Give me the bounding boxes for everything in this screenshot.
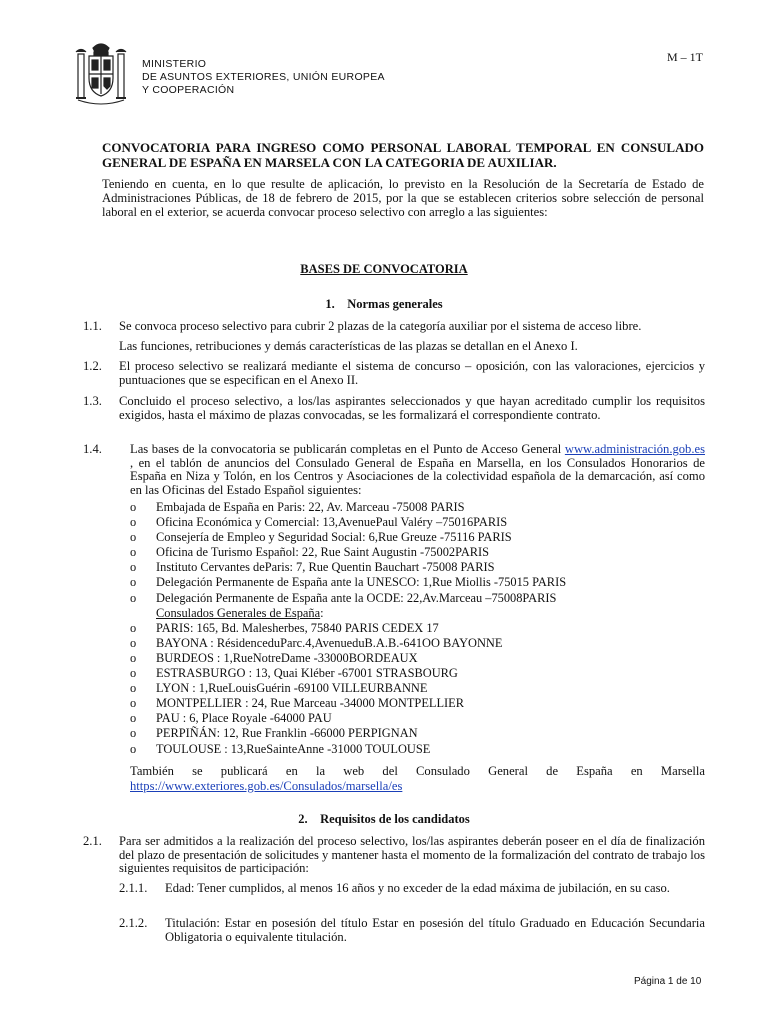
consulate-web-link[interactable]: https://www.exteriores.gob.es/Consulados/marsella/es <box>130 779 403 793</box>
ministry-line-1: MINISTERIO <box>142 58 207 70</box>
list-item: o PARIS: 165, Bd. Malesherbes, 75840 PARIS CEDEX 17 <box>130 620 439 635</box>
administracion-link[interactable]: www.administración.gob.es <box>564 442 705 456</box>
item-number: 1.4. <box>83 442 102 456</box>
bullet-icon: o <box>130 560 137 575</box>
bullet-icon: o <box>130 681 137 696</box>
section-2-heading: 2. Requisitos de los candidatos <box>298 812 470 826</box>
item-text: Concluido el proceso selectivo, a los/las aspirantes seleccionados y que hayan acreditado cumplir los requisitos exigidos, hasta el máximo de plazas convocadas, se les formalizará el correspondiente contrato. <box>119 394 705 422</box>
list-item: o Delegación Permanente de España ante la OCDE: 22,Av.Marceau –75008PARIS <box>130 590 557 605</box>
item-text: Las funciones, retribuciones y demás características de las plazas se detallan en el Anexo I. <box>119 339 578 353</box>
item-text-after-link: , en el tablón de anuncios del Consulado General de España en Marsella, en los Consulados Honorarios de España en Niza y Tolón, en los Centros y Asociaciones de la colectividad española de la demarcación, así como en las Oficinas del Estado Español siguientes: <box>130 455 705 497</box>
bullet-icon: o <box>130 650 137 665</box>
list-item: o LYON : 1,RueLouisGuérin -69100 VILLEURBANNE <box>130 681 428 696</box>
bullet-icon: o <box>130 545 137 560</box>
item-number: 1.1. <box>83 319 102 333</box>
item-text: Se convoca proceso selectivo para cubrir 2 plazas de la categoría auxiliar por el sistema de acceso libre. <box>119 319 642 333</box>
ministry-line-2: DE ASUNTOS EXTERIORES, UNIÓN EUROPEA <box>142 71 385 83</box>
item-number: 2.1. <box>83 834 102 848</box>
bullet-icon: o <box>130 726 137 741</box>
item-number: 1.3. <box>83 394 102 408</box>
bullet-icon: o <box>130 590 137 605</box>
list-item: o ESTRASBURGO : 13, Quai Kléber -67001 STRASBOURG <box>130 666 458 681</box>
item-number: 2.1.1. <box>119 881 148 895</box>
ministry-line-3: Y COOPERACIÓN <box>142 84 235 96</box>
list-item: o Embajada de España en Paris: 22, Av. Marceau -75008 PARIS <box>130 500 465 514</box>
item-number: 1.2. <box>83 359 102 373</box>
list-item: o PERPIÑÁN: 12, Rue Franklin -66000 PERPIGNAN <box>130 726 418 741</box>
bases-heading: BASES DE CONVOCATORIA <box>300 262 468 276</box>
bullet-icon: o <box>130 575 137 590</box>
item-text: Para ser admitidos a la realización del proceso selectivo, los/las aspirantes deberán poseer en el día de finalización del plazo de presentación de solicitudes y mantener hasta el momento de la formalización del contrato de trabajo los siguientes requisitos de participación: <box>119 834 705 876</box>
list-item: o TOULOUSE : 13,RueSainteAnne -31000 TOULOUSE <box>130 741 431 756</box>
bullet-icon: o <box>130 666 137 681</box>
bullet-icon: o <box>130 515 137 530</box>
item-text: El proceso selectivo se realizará mediante el sistema de concurso – oposición, con las valoraciones, ejercicios y puntuaciones que se especifican en el Anexo II. <box>119 359 705 387</box>
section-1-heading: 1. Normas generales <box>325 297 443 311</box>
ministry-name <box>142 58 385 97</box>
spain-coat-of-arms-icon <box>74 38 128 110</box>
list-item: o Consejería de Empleo y Seguridad Social: 6,Rue Greuze -75116 PARIS <box>130 530 512 545</box>
list-item: o Oficina Económica y Comercial: 13,AvenuePaul Valéry –75016PARIS <box>130 515 508 530</box>
list-item: o Delegación Permanente de España ante la UNESCO: 1,Rue Miollis -75015 PARIS <box>130 575 567 590</box>
bullet-icon: o <box>130 620 137 635</box>
bullet-icon: o <box>130 530 137 545</box>
item-number: 2.1.2. <box>119 916 148 930</box>
page-number: Página 1 de 10 <box>634 976 702 987</box>
item-text: Edad: Tener cumplidos, al menos 16 años y no exceder de la edad máxima de jubilación, en su caso. <box>165 881 670 895</box>
bullet-icon: o <box>130 500 137 514</box>
bullet-icon: o <box>130 635 137 650</box>
list-item: o Oficina de Turismo Español: 22, Rue Saint Augustin -75002PARIS <box>130 545 490 560</box>
document-code: M – 1T <box>667 50 703 64</box>
list-item: o MONTPELLIER : 24, Rue Marceau -34000 MONTPELLIER <box>130 696 464 711</box>
item-text: Titulación: Estar en posesión del título Estar en posesión del título Graduado en Educación Secundaria Obligatoria o equivalente titulación. <box>165 916 705 944</box>
list-item: o BAYONA : RésidenceduParc.4,AvenueduB.A.B.-641OO BAYONNE <box>130 635 503 650</box>
intro-paragraph: Teniendo en cuenta, en lo que resulte de aplicación, lo previsto en la Resolución de la Secretaría de Estado de Administraciones Públicas, de 18 de febrero de 2015, por la que se establecen criterios sobre selección de personal laboral en el exterior, se acuerda convocar proceso selectivo con arreglo a las siguientes: <box>102 177 704 219</box>
bullet-icon: o <box>130 696 137 711</box>
list-item: o BURDEOS : 1,RueNotreDame -33000BORDEAUX <box>130 650 418 665</box>
document-title: CONVOCATORIA PARA INGRESO COMO PERSONAL LABORAL TEMPORAL EN CONSULADO GENERAL DE ESPAÑA EN MARSELA CON LA CATEGORIA DE AUXILIAR. <box>102 140 704 170</box>
item-text-before-link: Las bases de la convocatoria se publicarán completas en el Punto de Acceso General <box>130 442 565 456</box>
offices-list <box>130 500 690 757</box>
consulates-label: Consulados Generales de España: <box>156 605 324 620</box>
bullet-icon: o <box>130 711 137 726</box>
bullet-icon: o <box>130 741 137 756</box>
web-publication-note: También se publicará en la web del Consulado General de España en Marsella <box>130 764 705 778</box>
list-item: o PAU : 6, Place Royale -64000 PAU <box>130 711 332 726</box>
item-text <box>130 443 705 497</box>
list-item: o Instituto Cervantes deParis: 7, Rue Quentin Bauchart -75008 PARIS <box>130 560 495 575</box>
